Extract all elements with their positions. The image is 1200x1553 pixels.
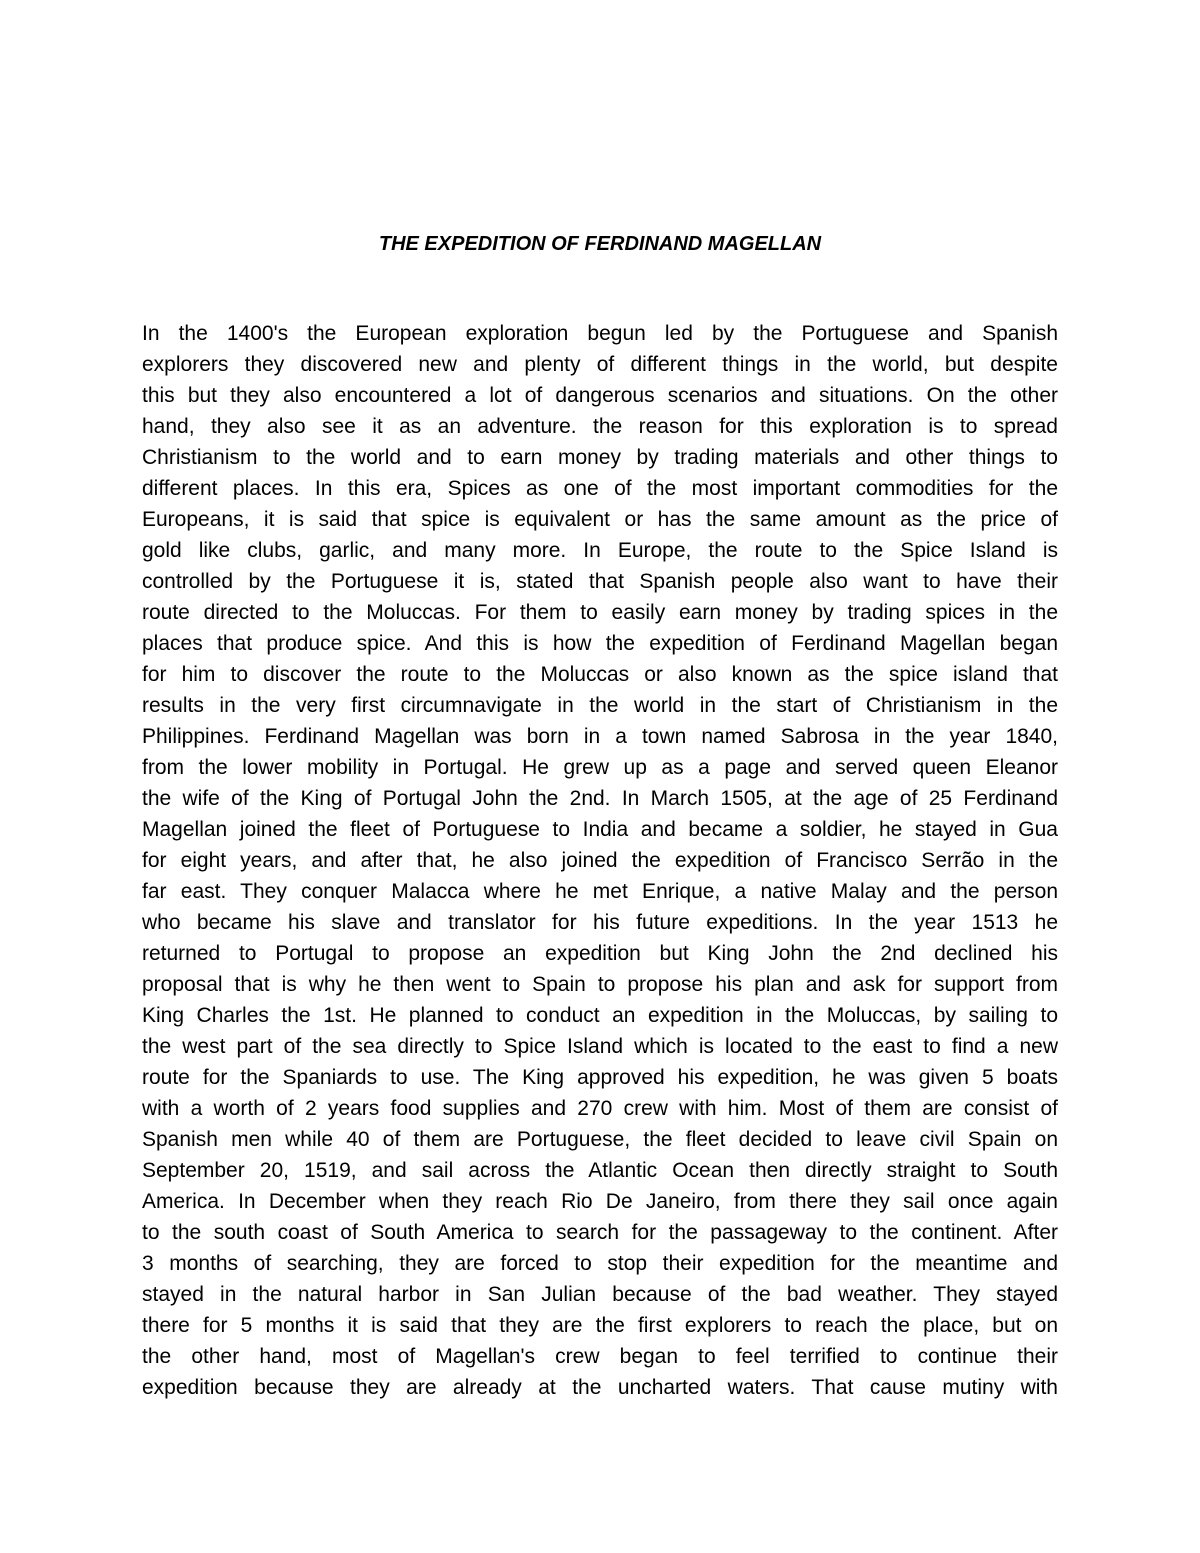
paragraph-line: results in the very first circumnavigate in the world in the start of Christianism in the — [142, 694, 1058, 717]
paragraph-line: this but they also encountered a lot of dangerous scenarios and situations. On the other — [142, 384, 1058, 407]
paragraph-line: In the 1400's the European exploration begun led by the Portuguese and Spanish — [142, 322, 1058, 345]
paragraph-line: for eight years, and after that, he also joined the expedition of Francisco Serrão in the — [142, 849, 1058, 872]
paragraph-line: from the lower mobility in Portugal. He grew up as a page and served queen Eleanor — [142, 756, 1058, 779]
paragraph-line: the west part of the sea directly to Spice Island which is located to the east to find a new — [142, 1035, 1058, 1058]
paragraph-line: far east. They conquer Malacca where he met Enrique, a native Malay and the person — [142, 880, 1058, 903]
paragraph-line: Spanish men while 40 of them are Portuguese, the fleet decided to leave civil Spain on — [142, 1128, 1058, 1151]
paragraph-line: controlled by the Portuguese it is, stated that Spanish people also want to have their — [142, 570, 1058, 593]
paragraph-line: there for 5 months it is said that they are the first explorers to reach the place, but on — [142, 1314, 1058, 1337]
paragraph-line: September 20, 1519, and sail across the Atlantic Ocean then directly straight to South — [142, 1159, 1058, 1182]
paragraph-line: with a worth of 2 years food supplies and 270 crew with him. Most of them are consist of — [142, 1097, 1058, 1120]
paragraph-line: hand, they also see it as an adventure. the reason for this exploration is to spread — [142, 415, 1058, 438]
paragraph-line: gold like clubs, garlic, and many more. In Europe, the route to the Spice Island is — [142, 539, 1058, 562]
paragraph-line: Philippines. Ferdinand Magellan was born in a town named Sabrosa in the year 1840, — [142, 725, 1058, 748]
paragraph-line: who became his slave and translator for his future expeditions. In the year 1513 he — [142, 911, 1058, 934]
paragraph-line: route directed to the Moluccas. For them to easily earn money by trading spices in the — [142, 601, 1058, 624]
paragraph-line: proposal that is why he then went to Spain to propose his plan and ask for support from — [142, 973, 1058, 996]
paragraph-line: route for the Spaniards to use. The King approved his expedition, he was given 5 boats — [142, 1066, 1058, 1089]
paragraph-line: stayed in the natural harbor in San Julian because of the bad weather. They stayed — [142, 1283, 1058, 1306]
paragraph-line: America. In December when they reach Rio De Janeiro, from there they sail once again — [142, 1190, 1058, 1213]
paragraph-line: returned to Portugal to propose an expedition but King John the 2nd declined his — [142, 942, 1058, 965]
paragraph-line: for him to discover the route to the Moluccas or also known as the spice island that — [142, 663, 1058, 686]
paragraph-line: King Charles the 1st. He planned to conduct an expedition in the Moluccas, by sailing to — [142, 1004, 1058, 1027]
paragraph-line: to the south coast of South America to search for the passageway to the continent. After — [142, 1221, 1058, 1244]
paragraph-line: Magellan joined the fleet of Portuguese to India and became a soldier, he stayed in Gua — [142, 818, 1058, 841]
paragraph-line: the other hand, most of Magellan's crew began to feel terrified to continue their — [142, 1345, 1058, 1368]
paragraph-line: Christianism to the world and to earn money by trading materials and other things to — [142, 446, 1058, 469]
paragraph-line: 3 months of searching, they are forced to stop their expedition for the meantime and — [142, 1252, 1058, 1275]
paragraph-line: Europeans, it is said that spice is equivalent or has the same amount as the price of — [142, 508, 1058, 531]
body-paragraph — [142, 318, 1058, 1403]
paragraph-line: places that produce spice. And this is how the expedition of Ferdinand Magellan began — [142, 632, 1058, 655]
paragraph-line: the wife of the King of Portugal John the 2nd. In March 1505, at the age of 25 Ferdinand — [142, 787, 1058, 810]
paragraph-line: explorers they discovered new and plenty of different things in the world, but despite — [142, 353, 1058, 376]
paragraph-line: different places. In this era, Spices as one of the most important commodities for the — [142, 477, 1058, 500]
document-title: THE EXPEDITION OF FERDINAND MAGELLAN — [378, 233, 822, 255]
paragraph-line: expedition because they are already at the uncharted waters. That cause mutiny with — [142, 1376, 1058, 1399]
